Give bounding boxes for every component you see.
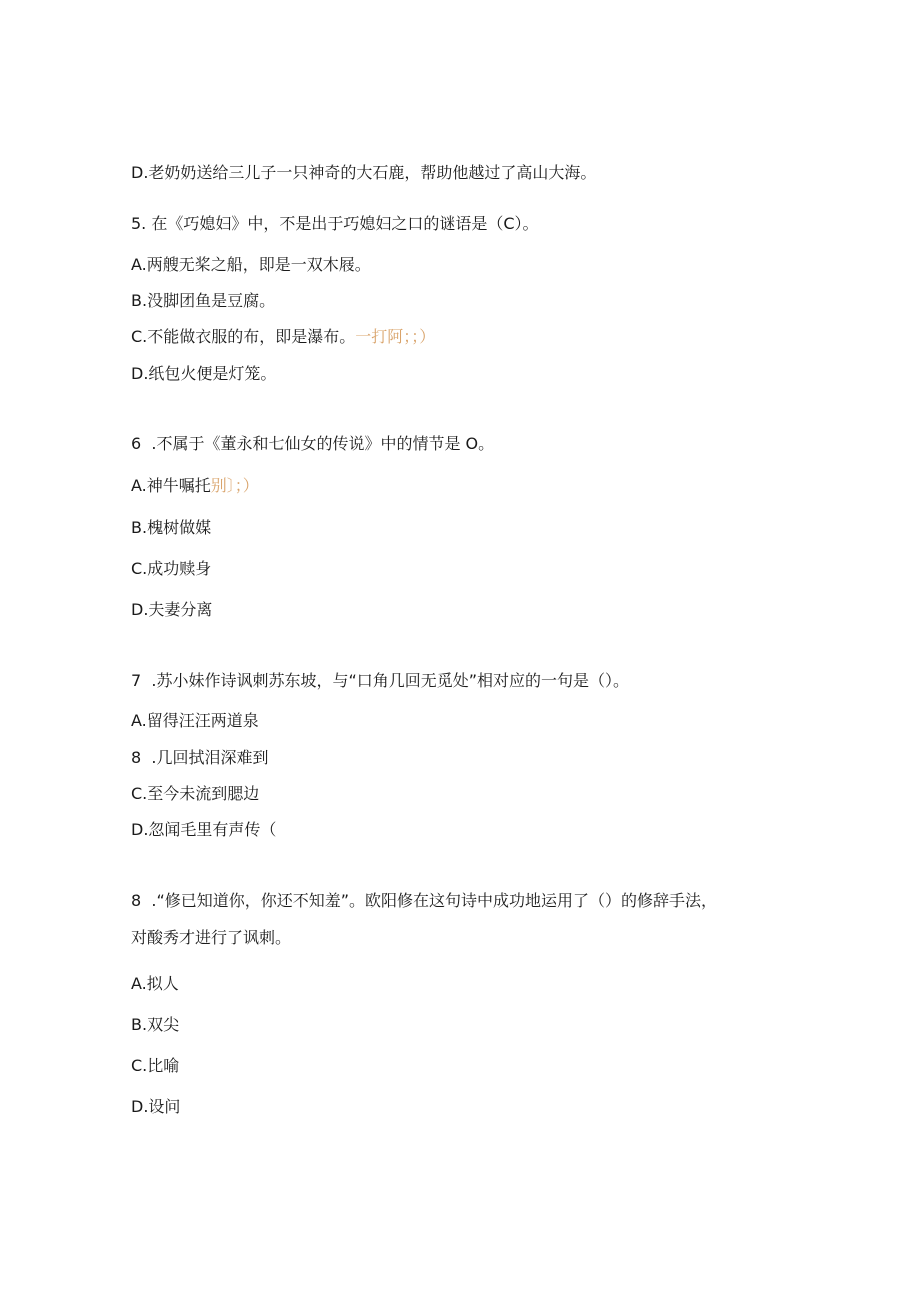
option-c-q6: C.成功赎身 [131,559,212,578]
option-d-q7: D.忽闻毛里有声传（ [131,820,277,839]
option-a-q7: A.留得汪汪两道泉 [131,711,259,730]
option-d-q8: D.设问 [131,1097,181,1116]
option-d-q5: D.纸包火便是灯笼。 [131,364,277,383]
option-b-q7: 8 .几回拭泪深难到 [131,748,269,767]
question-8-cont: 对酸秀才进行了讽刺。 [131,928,292,947]
option-d-q4: D.老奶奶送给三儿子一只神奇的大石鹿，帮助他越过了高山大海。 [131,163,597,182]
option-b-q8: B.双尖 [131,1015,180,1034]
question-5: 5. 在《巧媳妇》中，不是出于巧媳妇之口的谜语是（C）。 [131,214,539,233]
option-d-q6: D.夫妻分离 [131,600,213,619]
option-b-q5: B.没脚团鱼是豆腐。 [131,291,276,310]
option-b-q6: B.槐树做媒 [131,518,212,537]
option-a-q5: A.两艘无桨之船，即是一双木屐。 [131,255,371,274]
option-c-q5: C.不能做衣服的布，即是瀑布。一打阿；；） [131,327,436,346]
option-c-q8: C.比喻 [131,1056,180,1075]
option-a-q6: A.神牛嘱托别〕；） [131,476,259,495]
faint-mark: 一打阿；；） [355,327,436,346]
question-7: 7 .苏小妹作诗讽刺苏东坡，与“口角几回无觅处”相对应的一句是（）。 [131,671,630,690]
option-c-q7: C.至今未流到腮边 [131,784,260,803]
faint-mark: 别〕；） [210,476,259,495]
question-8: 8 .“修已知道你，你还不知羞”。欧阳修在这句诗中成功地运用了（）的修辞手法， [131,891,718,910]
option-a-q8: A.拟人 [131,974,179,993]
question-6: 6 .不属于《董永和七仙女的传说》中的情节是 O。 [131,434,495,453]
